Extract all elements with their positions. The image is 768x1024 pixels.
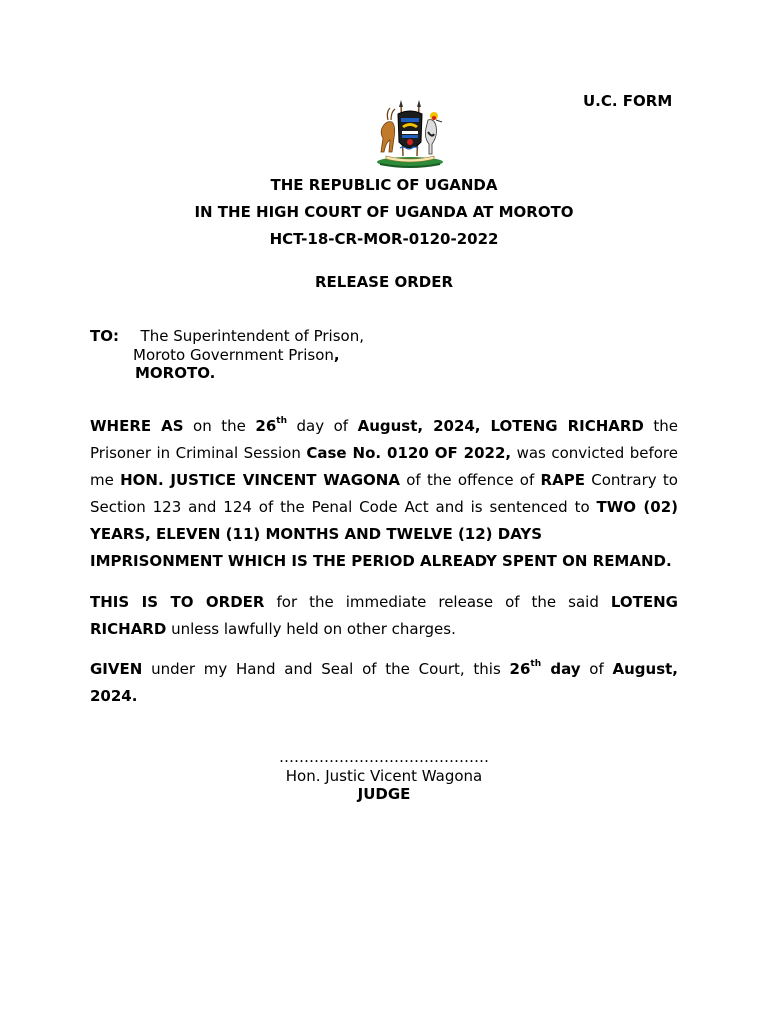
para2-name: LOTENG RICHARD bbox=[90, 593, 678, 638]
addressee-title: The Superintendent of Prison, bbox=[140, 327, 364, 345]
addressee-line-1 bbox=[90, 327, 364, 345]
para1-whereas: WHERE AS bbox=[90, 417, 184, 435]
to-label: TO: bbox=[90, 327, 119, 345]
para3-day-word: day bbox=[541, 660, 581, 678]
para1-case-no: Case No. 0120 OF 2022, bbox=[306, 444, 512, 462]
document-title: RELEASE ORDER bbox=[314, 273, 454, 291]
para1-text-b: day of bbox=[286, 417, 358, 435]
para1-text-a: on the bbox=[183, 417, 256, 435]
para1-day-suffix: th bbox=[276, 416, 287, 426]
para1-sentence: TWO (02) YEARS, ELEVEN (11) MONTHS AND TWELVE (12) DAYS bbox=[90, 498, 678, 543]
para2-text-a: for the immediate release of the said bbox=[264, 593, 611, 611]
para3-text-b: of bbox=[580, 660, 613, 678]
signatory-name: Hon. Justic Vicent Wagona bbox=[285, 767, 483, 785]
header-case-ref: HCT-18-CR-MOR-0120-2022 bbox=[269, 230, 499, 248]
para3-date: August, 2024. bbox=[90, 660, 678, 705]
paragraph-order bbox=[90, 589, 678, 643]
signature-line: …………………………………… bbox=[279, 748, 489, 766]
para1-text-d: was convicted before me bbox=[90, 444, 678, 489]
para2-text-b: unless lawfully held on other charges. bbox=[166, 620, 456, 638]
uganda-coat-of-arms-icon bbox=[372, 98, 448, 170]
paragraph-conviction bbox=[90, 413, 678, 548]
header-court: IN THE HIGH COURT OF UGANDA AT MOROTO bbox=[194, 203, 574, 221]
signatory-role: JUDGE bbox=[357, 785, 411, 803]
addressee-comma: , bbox=[333, 346, 340, 364]
para3-day-suffix: th bbox=[530, 659, 542, 669]
para3-day: 26 bbox=[509, 660, 531, 678]
para3-given: GIVEN bbox=[90, 660, 143, 678]
para3-text-a: under my Hand and Seal of the Court, this bbox=[142, 660, 510, 678]
addressee-town: MOROTO. bbox=[135, 364, 216, 382]
para1-text-c: the Prisoner in Criminal Session bbox=[90, 417, 679, 462]
addressee-prison: Moroto Government Prison bbox=[133, 346, 334, 364]
para1-date-name: August, 2024, LOTENG RICHARD bbox=[357, 417, 644, 435]
para1-text-f: Contrary to Section 123 and 124 of the Penal Code Act and is sentenced to bbox=[90, 471, 678, 516]
addressee-line-2 bbox=[133, 346, 340, 364]
paragraph-given bbox=[90, 656, 678, 710]
para1-text-e: of the offence of bbox=[399, 471, 541, 489]
para1-judge: HON. JUSTICE VINCENT WAGONA bbox=[120, 471, 400, 489]
para1-imprisonment: IMPRISONMENT WHICH IS THE PERIOD ALREADY SPENT ON REMAND. bbox=[90, 552, 672, 570]
form-tag: U.C. FORM bbox=[583, 92, 673, 110]
para1-day: 26 bbox=[255, 417, 277, 435]
header-republic: THE REPUBLIC OF UGANDA bbox=[270, 176, 498, 194]
para2-order: THIS IS TO ORDER bbox=[90, 593, 265, 611]
para1-offence: RAPE bbox=[540, 471, 585, 489]
